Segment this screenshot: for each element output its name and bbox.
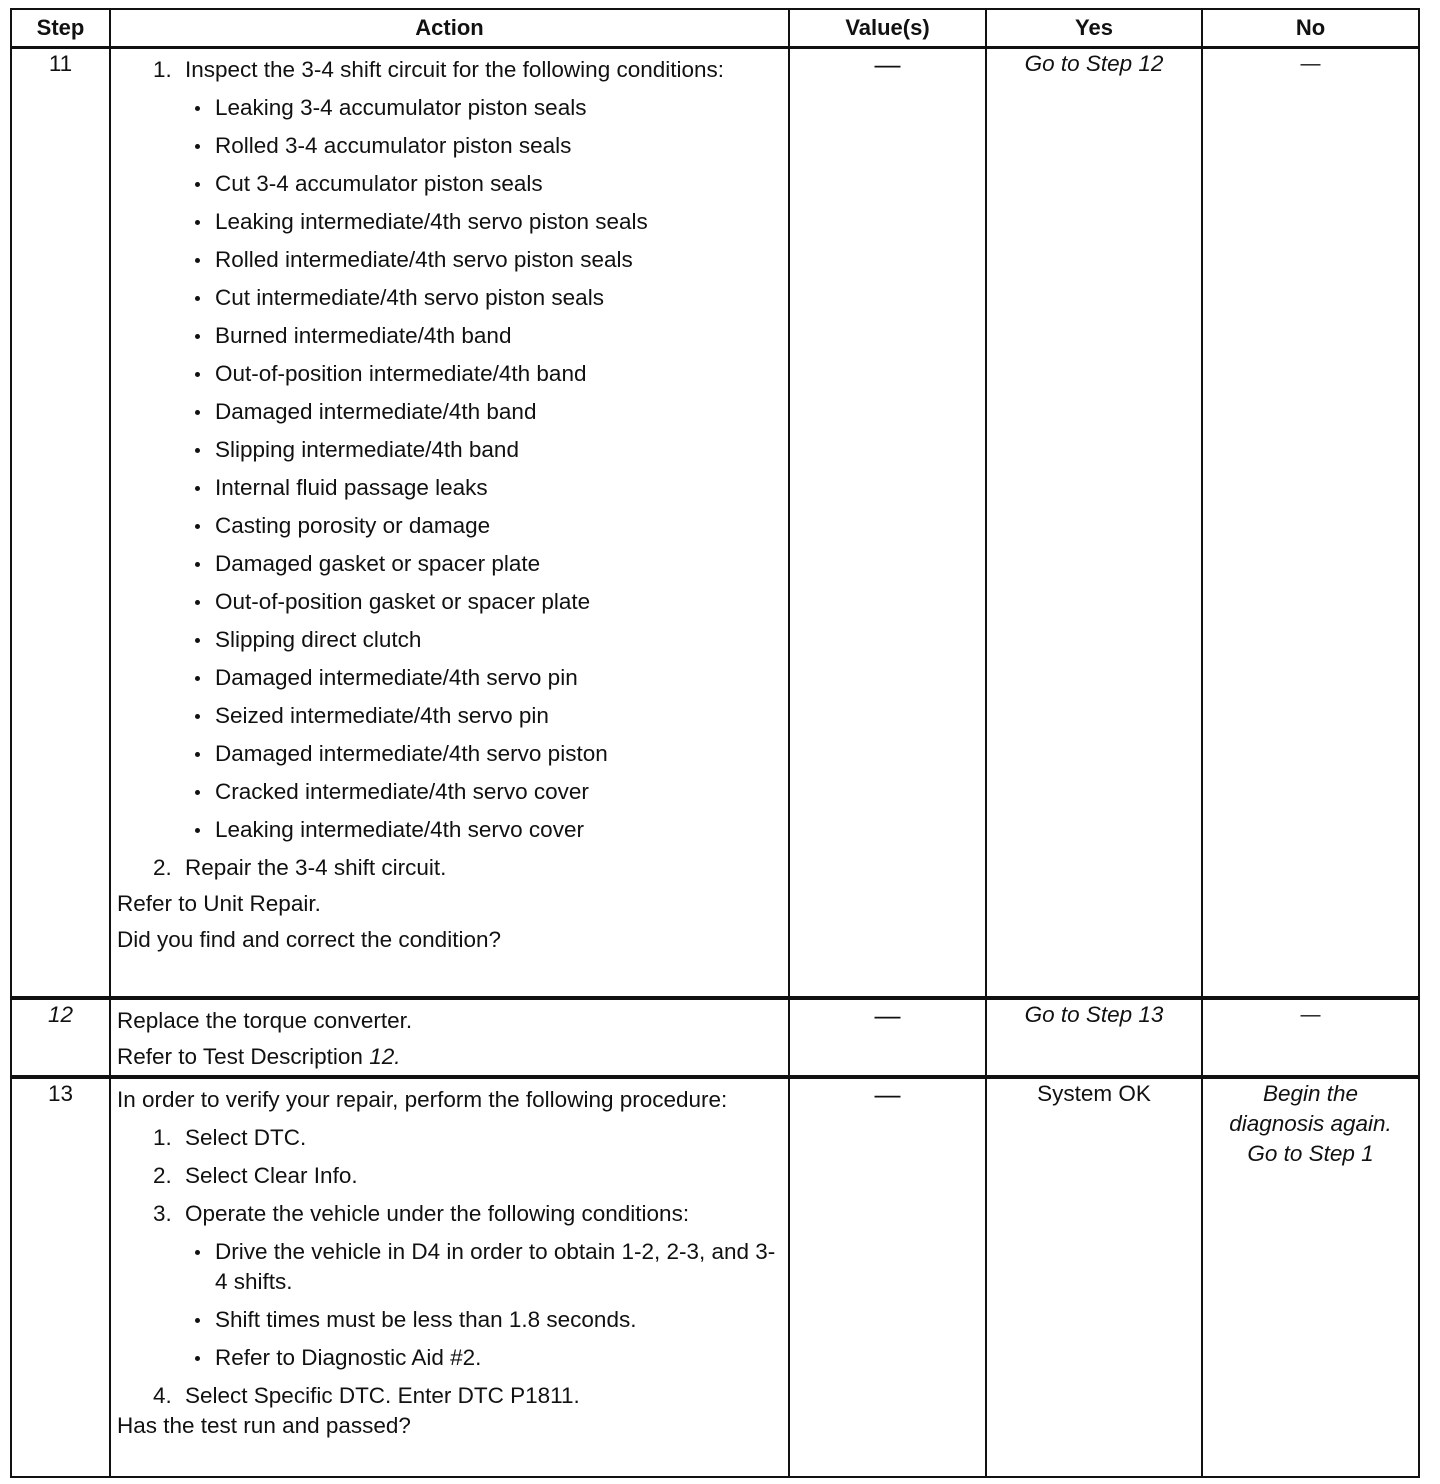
bullet-item bbox=[117, 359, 780, 389]
header-no: No bbox=[1202, 9, 1419, 48]
value-dash: — bbox=[874, 49, 901, 79]
item-text: Inspect the 3-4 shift circuit for the following conditions: bbox=[185, 57, 725, 82]
bullet-item bbox=[117, 1305, 780, 1335]
table-row-step-13 bbox=[11, 1077, 1419, 1477]
item-number: 3. bbox=[153, 1200, 172, 1226]
bullet-text: Leaking 3-4 accumulator piston seals bbox=[215, 95, 587, 120]
bullet-item bbox=[117, 815, 780, 845]
bullet-text: Shift times must be less than 1.8 seconds. bbox=[215, 1306, 637, 1332]
condition-list bbox=[117, 1237, 780, 1373]
bullet-dot bbox=[195, 587, 215, 617]
value-dash: — bbox=[874, 1078, 901, 1109]
item-text: Select Clear Info. bbox=[185, 1162, 358, 1188]
no-line: Begin the bbox=[1262, 1080, 1359, 1106]
bullet-dot bbox=[195, 549, 215, 579]
bullet-text: Damaged intermediate/4th servo piston bbox=[215, 741, 608, 766]
bullet-text: Damaged gasket or spacer plate bbox=[215, 551, 541, 576]
numbered-item bbox=[117, 853, 780, 883]
bullet-item bbox=[117, 435, 780, 465]
bullet-item bbox=[117, 625, 780, 655]
numbered-item bbox=[117, 1123, 780, 1153]
bullet-dot bbox=[195, 625, 215, 655]
numbered-item bbox=[117, 1381, 780, 1411]
diagnostic-table bbox=[10, 8, 1420, 1478]
bullet-item bbox=[117, 511, 780, 541]
header-values: Value(s) bbox=[789, 9, 986, 48]
action-cell bbox=[110, 1077, 789, 1477]
no-cell bbox=[1202, 48, 1419, 998]
bullet-item bbox=[117, 663, 780, 693]
item-text: Select DTC. bbox=[185, 1124, 307, 1150]
question-text: Has the test run and passed? bbox=[117, 1412, 411, 1438]
bullet-item bbox=[117, 397, 780, 427]
yes-cell bbox=[986, 1077, 1202, 1477]
yes-result: System OK bbox=[1037, 1080, 1151, 1106]
action-line: Replace the torque converter. bbox=[117, 1007, 413, 1033]
bullet-dot bbox=[195, 815, 215, 845]
no-instructions bbox=[1203, 1079, 1418, 1172]
header-step: Step bbox=[11, 9, 110, 48]
header-row bbox=[11, 9, 1419, 48]
bullet-text: Slipping direct clutch bbox=[215, 627, 422, 652]
value-cell bbox=[789, 1077, 986, 1477]
item-number: 4. bbox=[153, 1382, 172, 1408]
numbered-item bbox=[117, 1161, 780, 1191]
bullet-text: Cracked intermediate/4th servo cover bbox=[215, 779, 589, 804]
action-line bbox=[117, 1042, 780, 1072]
no-dash: — bbox=[1300, 1003, 1321, 1026]
numbered-item bbox=[117, 1199, 780, 1229]
item-text: Operate the vehicle under the following conditions: bbox=[185, 1200, 690, 1226]
intro-text: In order to verify your repair, perform the following procedure: bbox=[117, 1086, 728, 1112]
bullet-item bbox=[117, 93, 780, 123]
bullet-text: Seized intermediate/4th servo pin bbox=[215, 703, 549, 728]
refer-prefix: Refer to Test Description bbox=[117, 1043, 370, 1069]
no-cell bbox=[1202, 998, 1419, 1077]
bullet-text: Rolled intermediate/4th servo piston seals bbox=[215, 247, 633, 272]
step-number: 12 bbox=[11, 998, 110, 1077]
item-number: 2. bbox=[153, 1162, 172, 1188]
bullet-item bbox=[117, 701, 780, 731]
item-number: 2. bbox=[153, 855, 172, 880]
bullet-text: Leaking intermediate/4th servo cover bbox=[215, 817, 584, 842]
item-number: 1. bbox=[153, 57, 172, 82]
bullet-item bbox=[117, 587, 780, 617]
bullet-text: Out-of-position gasket or spacer plate bbox=[215, 589, 591, 614]
header-yes: Yes bbox=[986, 9, 1202, 48]
no-line: diagnosis again. bbox=[1229, 1110, 1392, 1136]
item-text: Repair the 3-4 shift circuit. bbox=[185, 855, 447, 880]
bullet-text: Leaking intermediate/4th servo piston seals bbox=[215, 209, 648, 234]
bullet-text: Burned intermediate/4th band bbox=[215, 323, 512, 348]
test-description-ref[interactable]: 12. bbox=[369, 1043, 401, 1069]
bullet-text: Casting porosity or damage bbox=[215, 513, 491, 538]
bullet-dot bbox=[195, 701, 215, 731]
refer-text: Refer to Unit Repair. bbox=[117, 891, 321, 916]
bullet-dot bbox=[195, 1343, 215, 1373]
bullet-dot bbox=[195, 397, 215, 427]
no-dash: — bbox=[1300, 53, 1321, 75]
bullet-item bbox=[117, 283, 780, 313]
bullet-dot bbox=[195, 777, 215, 807]
action-cell bbox=[110, 998, 789, 1077]
bullet-text: Refer to Diagnostic Aid #2. bbox=[215, 1344, 482, 1370]
value-cell bbox=[789, 48, 986, 998]
bullet-dot bbox=[195, 1305, 215, 1335]
bullet-text: Slipping intermediate/4th band bbox=[215, 437, 519, 462]
bullet-text: Cut intermediate/4th servo piston seals bbox=[215, 285, 604, 310]
go-to-step-link[interactable]: Go to Step 1 bbox=[1247, 1140, 1374, 1166]
bullet-text: Internal fluid passage leaks bbox=[215, 475, 488, 500]
bullet-dot bbox=[195, 131, 215, 161]
action-cell bbox=[110, 48, 789, 998]
yes-link[interactable]: Go to Step 12 bbox=[1024, 51, 1164, 76]
bullet-dot bbox=[195, 511, 215, 541]
table-row-step-11 bbox=[11, 48, 1419, 998]
yes-cell bbox=[986, 48, 1202, 998]
bullet-dot bbox=[195, 473, 215, 503]
bullet-dot bbox=[195, 321, 215, 351]
bullet-dot bbox=[195, 169, 215, 199]
bullet-text: Damaged intermediate/4th servo pin bbox=[215, 665, 578, 690]
bullet-dot bbox=[195, 359, 215, 389]
bullet-item bbox=[117, 321, 780, 351]
value-cell bbox=[789, 998, 986, 1077]
value-dash: — bbox=[874, 999, 901, 1030]
bullet-text: Drive the vehicle in D4 in order to obtain 1-2, 2-3, and 3-4 shifts. bbox=[215, 1238, 776, 1294]
bullet-item bbox=[117, 739, 780, 769]
step-number: 11 bbox=[11, 48, 110, 998]
question-text: Did you find and correct the condition? bbox=[117, 927, 501, 952]
bullet-text: Damaged intermediate/4th band bbox=[215, 399, 537, 424]
item-text: Select Specific DTC. Enter DTC P1811. bbox=[185, 1382, 580, 1408]
bullet-dot bbox=[195, 663, 215, 693]
procedure-list bbox=[117, 1123, 780, 1229]
bullet-dot bbox=[195, 283, 215, 313]
bullet-text: Cut 3-4 accumulator piston seals bbox=[215, 171, 543, 196]
bullet-text: Rolled 3-4 accumulator piston seals bbox=[215, 133, 572, 158]
bullet-dot bbox=[195, 245, 215, 275]
header-action: Action bbox=[110, 9, 789, 48]
no-cell bbox=[1202, 1077, 1419, 1477]
bullet-dot bbox=[195, 435, 215, 465]
step-number: 13 bbox=[11, 1077, 110, 1477]
bullet-item bbox=[117, 1237, 780, 1297]
yes-cell bbox=[986, 998, 1202, 1077]
bullet-dot bbox=[195, 207, 215, 237]
bullet-dot bbox=[195, 739, 215, 769]
bullet-item bbox=[117, 1343, 780, 1373]
bullet-item bbox=[117, 131, 780, 161]
bullet-text: Out-of-position intermediate/4th band bbox=[215, 361, 587, 386]
bullet-item bbox=[117, 169, 780, 199]
bullet-item bbox=[117, 549, 780, 579]
bullet-item bbox=[117, 245, 780, 275]
numbered-item bbox=[117, 55, 780, 85]
yes-link[interactable]: Go to Step 13 bbox=[1024, 1001, 1164, 1027]
item-number: 1. bbox=[153, 1124, 172, 1150]
bullet-item bbox=[117, 777, 780, 807]
condition-list bbox=[117, 93, 780, 845]
bullet-dot bbox=[195, 93, 215, 123]
table-row-step-12 bbox=[11, 998, 1419, 1077]
bullet-dot bbox=[195, 1237, 215, 1297]
bullet-item bbox=[117, 473, 780, 503]
bullet-item bbox=[117, 207, 780, 237]
